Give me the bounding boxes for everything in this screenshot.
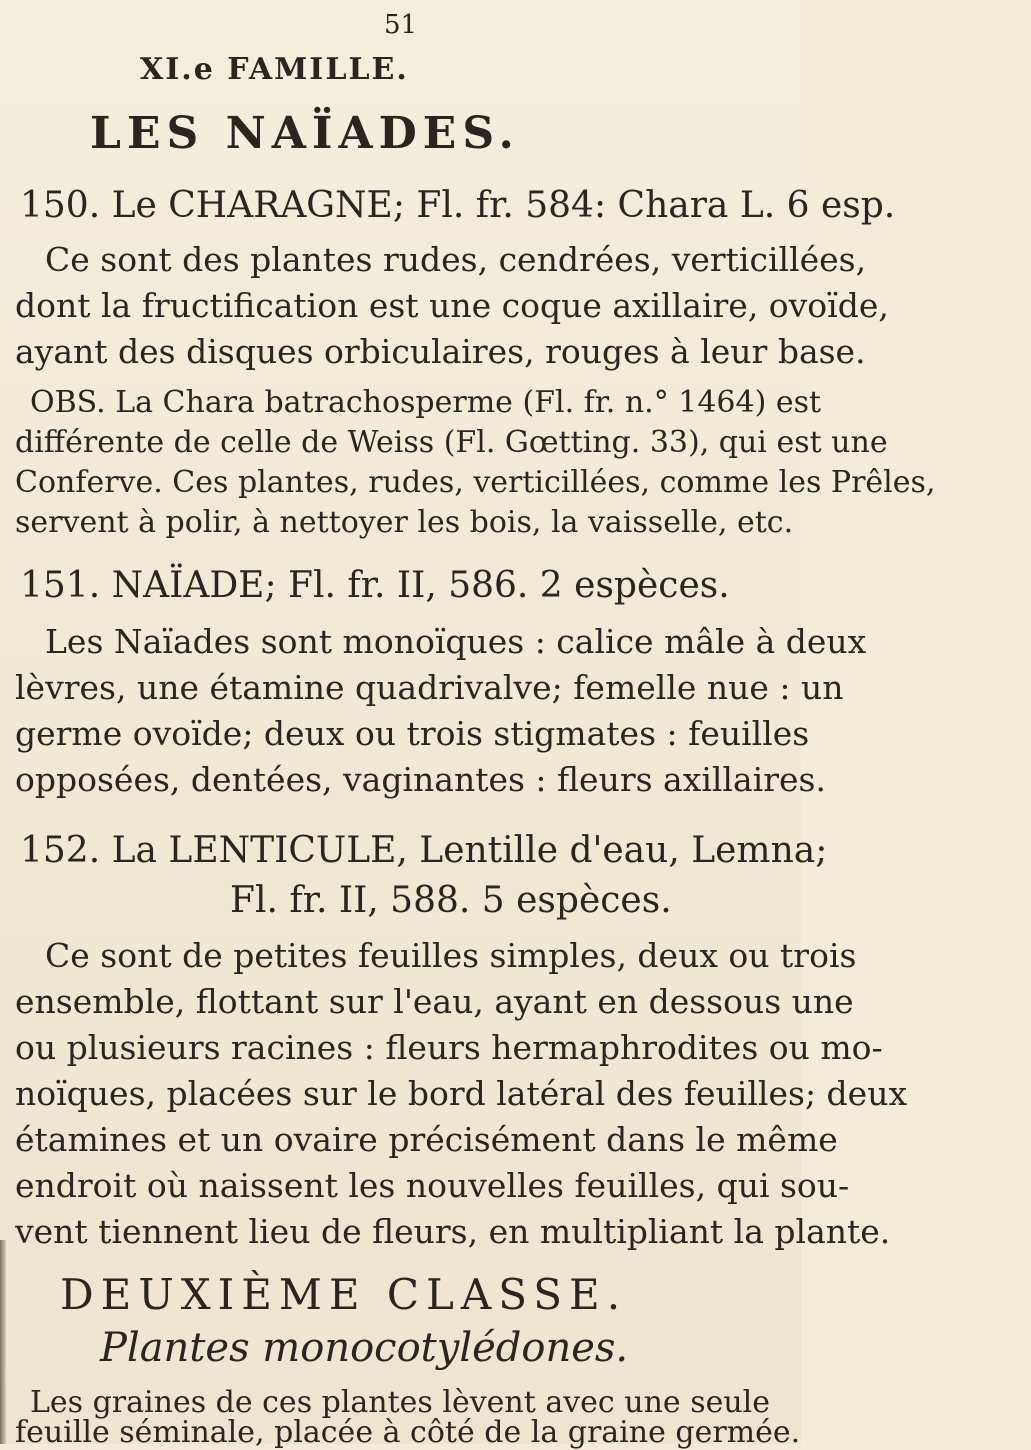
genus-152-body-line: endroit où naissent les nouvelles feuilles, qui sou-	[15, 1166, 850, 1205]
genus-152-body-line: noïques, placées sur le bord latéral des feuilles; deux	[15, 1074, 908, 1113]
genus-152-body-line: étamines et un ovaire précisément dans le même	[15, 1120, 838, 1159]
class-subheading: Plantes monocotylédones.	[100, 1325, 629, 1371]
class-heading: DEUXIÈME CLASSE.	[60, 1270, 628, 1319]
genus-150-obs-line: servent à polir, à nettoyer les bois, la vaisselle, etc.	[15, 505, 794, 540]
page-number: 51	[383, 10, 418, 40]
genus-150-heading: 150. Le CHARAGNE; Fl. fr. 584: Chara L. 6 esp.	[20, 185, 896, 226]
genus-151-heading: 151. NAÏADE; Fl. fr. II, 586. 2 espèces.	[20, 565, 730, 606]
genus-150-obs-line: OBS. La Chara batrachosperme (Fl. fr. n.° 1464) est	[30, 385, 822, 420]
page-edge	[0, 1240, 6, 1444]
genus-152-heading-line2: Fl. fr. II, 588. 5 espèces.	[230, 880, 672, 921]
genus-150-body-line: ayant des disques orbiculaires, rouges à leur base.	[15, 332, 866, 371]
genus-152-body-line: Ce sont de petites feuilles simples, deux ou trois	[45, 936, 857, 975]
genus-150-obs-line: différente de celle de Weiss (Fl. Gœtting. 33), qui est une	[15, 425, 888, 460]
closing-line: Les graines de ces plantes lèvent avec une seule	[30, 1385, 771, 1420]
genus-152-body-line: ensemble, flottant sur l'eau, ayant en dessous une	[15, 982, 854, 1021]
genus-150-body-line: Ce sont des plantes rudes, cendrées, verticillées,	[45, 240, 867, 279]
genus-151-body-line: lèvres, une étamine quadrivalve; femelle nue : un	[15, 668, 844, 707]
order-heading: LES NAÏADES.	[90, 108, 520, 159]
genus-151-body-line: opposées, dentées, vaginantes : fleurs axillaires.	[15, 760, 826, 799]
genus-152-body-line: ou plusieurs racines : fleurs hermaphrodites ou mo-	[15, 1028, 883, 1067]
genus-151-body-line: germe ovoïde; deux ou trois stigmates : feuilles	[15, 714, 810, 753]
genus-150-obs-line: Conferve. Ces plantes, rudes, verticillées, comme les Prêles,	[15, 465, 936, 500]
family-heading: XI.e FAMILLE.	[140, 52, 409, 87]
closing-line: feuille séminale, placée à côté de la graine germée.	[15, 1415, 801, 1450]
genus-151-body-line: Les Naïades sont monoïques : calice mâle à deux	[45, 622, 867, 661]
genus-152-heading: 152. La LENTICULE, Lentille d'eau, Lemna;	[20, 830, 828, 871]
genus-150-body-line: dont la fructification est une coque axillaire, ovoïde,	[15, 286, 889, 325]
genus-152-body-line: vent tiennent lieu de fleurs, en multipliant la plante.	[15, 1212, 891, 1251]
